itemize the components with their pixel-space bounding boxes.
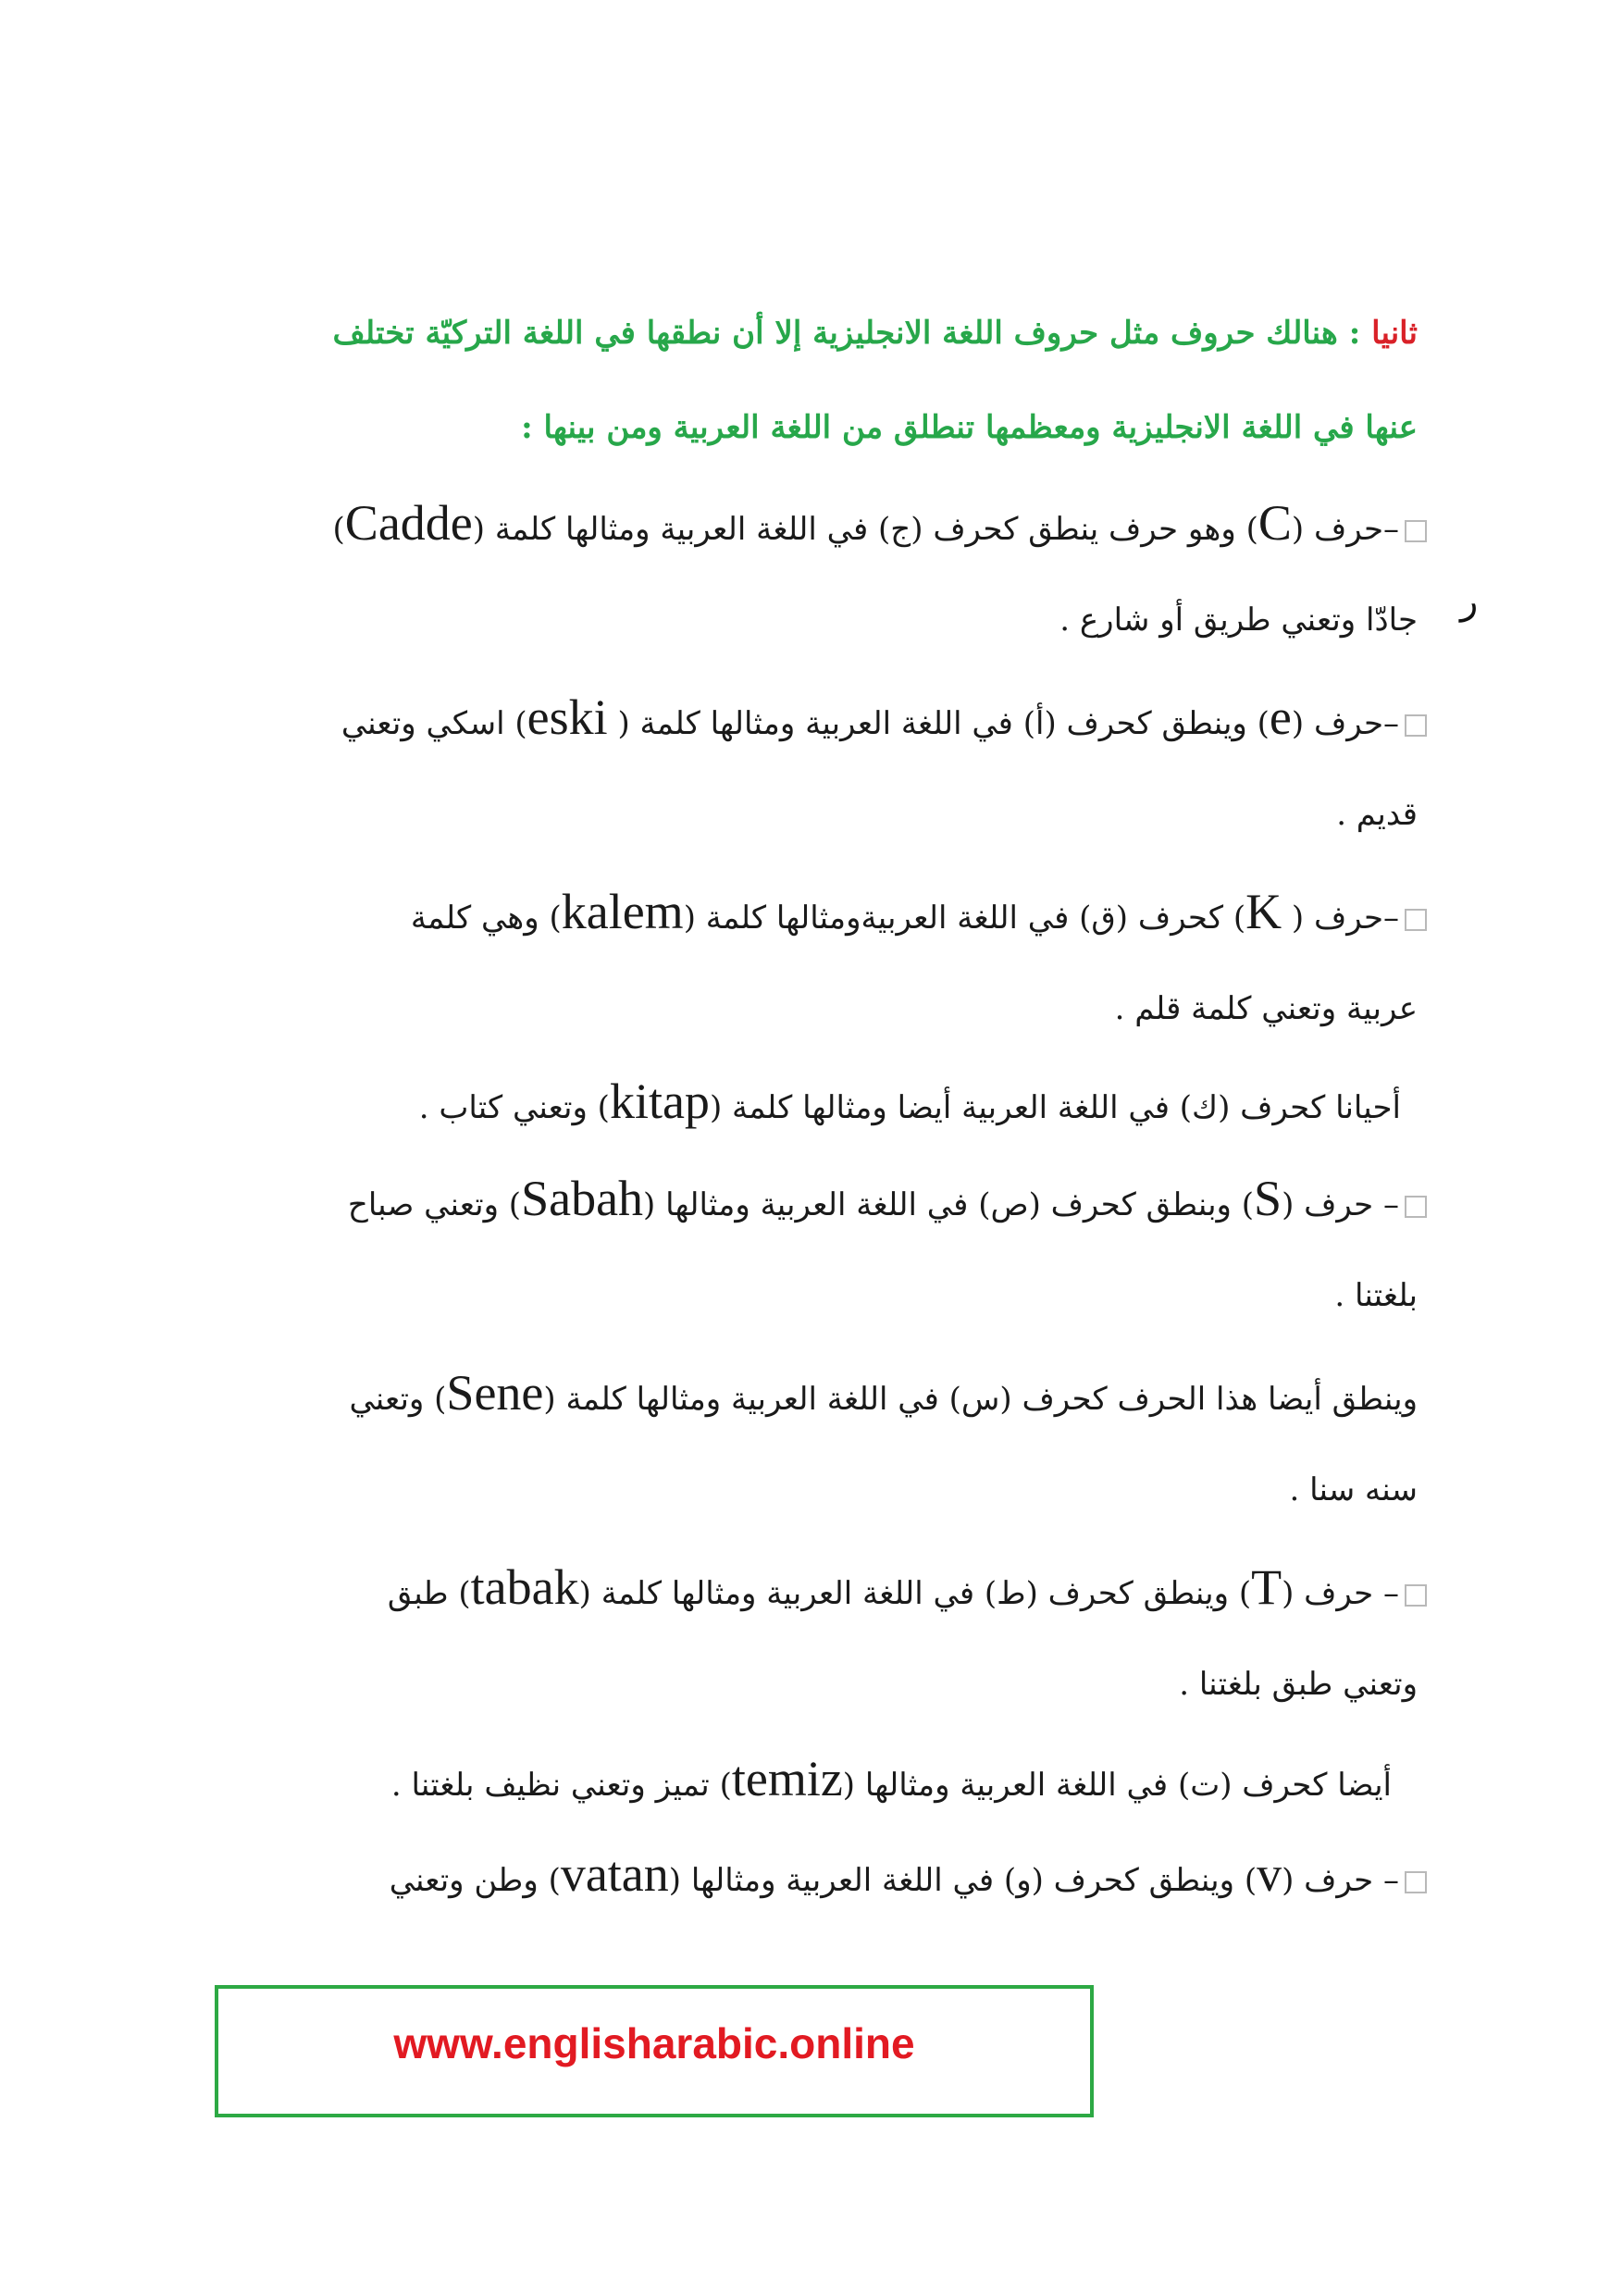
intro-text-2: عنها في اللغة الانجليزية ومعظمها تنطلق من اللغة العربية ومن بينها : bbox=[521, 409, 1418, 446]
entry-k-meaning: عربية وتعني كلمة قلم . bbox=[1114, 990, 1418, 1027]
entry-t: – حرف (T) وينطق كحرف (ط) في اللغة العربية ومثالها كلمة (tabak) طبق bbox=[388, 1559, 1427, 1615]
intro-text-1: : هنالك حروف مثل حروف اللغة الانجليزية إلا أن نطقها في اللغة التركيّة تختلف bbox=[332, 315, 1372, 352]
bullet-icon bbox=[1405, 520, 1427, 542]
entry-k-alt: أحيانا كحرف (ك) في اللغة العربية أيضا ومثالها كلمة (kitap) وتعني كتاب . bbox=[418, 1074, 1401, 1129]
entry-v: – حرف (v) وينطق كحرف (و) في اللغة العربية ومثالها (vatan) وطن وتعني bbox=[390, 1846, 1427, 1902]
entry-c: –حرف (C) وهو حرف ينطق كحرف (ج) في اللغة العربية ومثالها كلمة (Cadde) bbox=[333, 495, 1427, 551]
bullet-icon bbox=[1405, 909, 1427, 931]
bullet-icon bbox=[1405, 1584, 1427, 1607]
entry-e-meaning: قديم . bbox=[1336, 796, 1418, 833]
entry-k: –حرف ( K) كحرف (ق) في اللغة العربيةومثالها كلمة (kalem) وهي كلمة bbox=[411, 884, 1427, 939]
stray-mark: ر bbox=[1460, 580, 1479, 623]
entry-e: –حرف (e) وينطق كحرف (أ) في اللغة العربية ومثالها كلمة ( eski) اسكي وتعني bbox=[341, 689, 1427, 745]
bullet-icon bbox=[1405, 1196, 1427, 1218]
entry-s-meaning: بلغتنا . bbox=[1334, 1277, 1418, 1314]
section-heading: ثانيا bbox=[1371, 315, 1418, 352]
intro-line-2 bbox=[521, 400, 1418, 455]
entry-t-meaning: وتعني طبق بلغتنا . bbox=[1179, 1666, 1418, 1703]
entry-s-alt: وينطق أيضا هذا الحرف كحرف (س) في اللغة العربية ومثالها كلمة (Sene) وتعني bbox=[349, 1365, 1418, 1421]
entry-c-meaning: جادّا وتعني طريق أو شارع . bbox=[1059, 602, 1418, 639]
entry-s-alt-meaning: سنه سنا . bbox=[1289, 1471, 1418, 1508]
entry-t-alt: أيضا كحرف (ت) في اللغة العربية ومثالها (temiz) تميز وتعني نظيف بلغتنا . bbox=[390, 1751, 1392, 1806]
bullet-icon bbox=[1405, 1871, 1427, 1893]
bullet-icon bbox=[1405, 714, 1427, 737]
intro-line-1 bbox=[333, 305, 1419, 361]
website-link[interactable]: www.englisharabic.online bbox=[393, 2018, 915, 2067]
entry-s: – حرف (S) وبنطق كحرف (ص) في اللغة العربية ومثالها (Sabah) وتعني صباح bbox=[348, 1171, 1427, 1226]
website-box bbox=[215, 1985, 1094, 2117]
